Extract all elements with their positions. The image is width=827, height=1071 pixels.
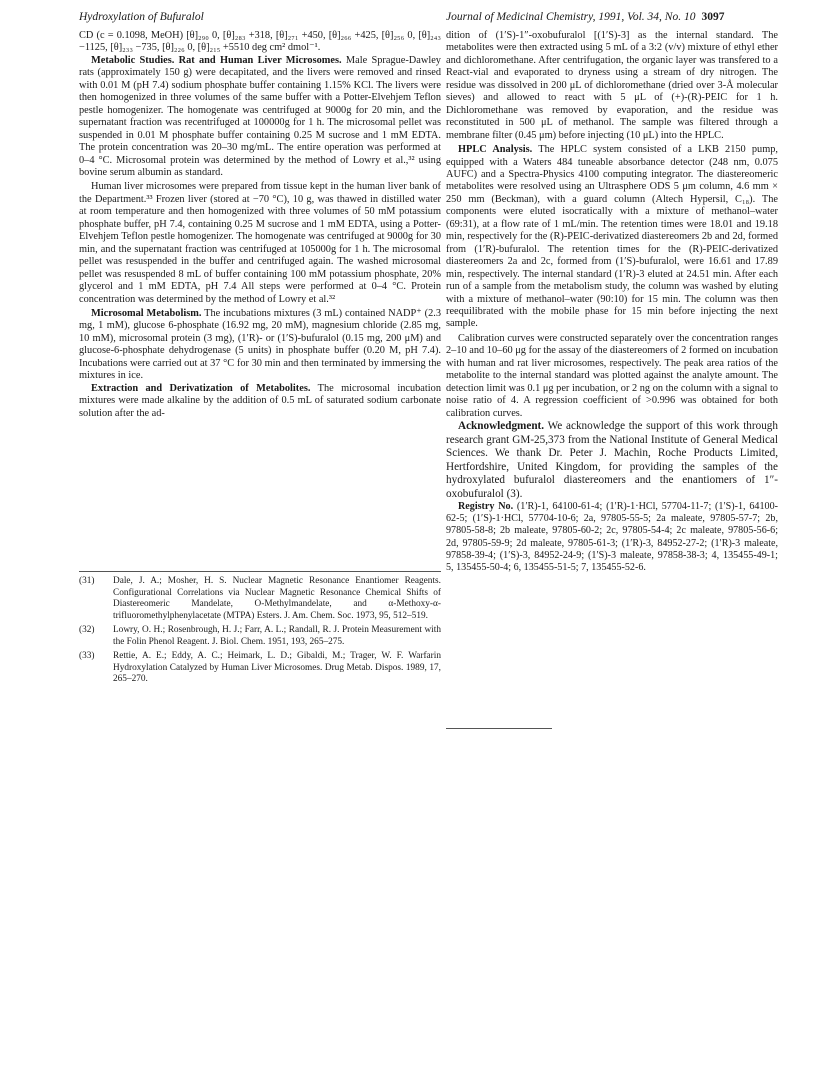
metabolic-studies-text: Male Sprague-Dawley rats (approximately 150 g) were decapitated, and the livers were removed and rinsed with 0.01 M (pH 7.4) sodium phosphate buffer containing 1.15% KCl. The livers were then homogenized in three volumes of the same buffer with a Potter-Elvehjem Teflon pestle homogenizer. The homogenate was centrifuged at 9000g for 20 min, and the supernatant fraction was recentrifuged at 100000g for 1 h. The microsomal pellet was suspended in 0.01 M phosphate buffer containing 0.25 M sucrose and 1 mM EDTA. The protein concentration was 20–30 mg/mL. The entire operation was performed at 0–4 °C. Microsomal protein was determined by the method of Lowry et al.,³² using bovine serum albumin as standard. bbox=[79, 54, 441, 178]
cd-data-paragraph: CD (c = 0.1098, MeOH) [θ]₂₉₀ 0, [θ]₂₈₃ +318, [θ]₂₇₁ +450, [θ]₂₆₆ +425, [θ]₂₅₆ 0, [θ]₂₄₃ −1125, [θ]₂₃₃ −735, [θ]₂₂₆ 0, [θ]₂₁₅ +5510 deg cm² dmol⁻¹. bbox=[79, 30, 441, 54]
running-head-journal bbox=[446, 10, 724, 24]
metabolic-studies-heading: Metabolic Studies. Rat and Human Liver Microsomes. bbox=[91, 54, 342, 66]
registry-heading: Registry No. bbox=[458, 501, 514, 513]
extraction-paragraph bbox=[79, 383, 441, 420]
registry-text: (1′R)-1, 64100-61-4; (1′R)-1·HCl, 57704-11-7; (1′S)-1, 64100-62-5; (1′S)-1·HCl, 57704-10-6; 2a, 97805-55-5; 2a maleate, 97805-57-7; 2b, 97805-58-8; 2b maleate, 97805-60-2; 2c, 97805-54-4; 2c maleate, 97805-56-6; 2d, 97805-59-9; 2d maleate, 97805-61-3; (1′R)-3, 84952-27-2; (1′R)-3 maleate, 97858-39-4; (1′S)-3, 84952-24-9; (1′S)-3 maleate, 97858-38-3; 4, 135455-49-1; 5, 135455-50-4; 6, 135455-51-5; 7, 135455-52-6. bbox=[446, 501, 778, 574]
reference-item bbox=[79, 651, 441, 686]
calibration-paragraph: Calibration curves were constructed separately over the concentration ranges 2–10 and 10–60 μg for the assay of the diastereomers of 2 formed on incubation with human and rat liver microsomes, respectively. The peak area ratios of the metabolite to the internal standard was plotted against the analyte amount. The detection limit was 0.1 μg per incubation, or 2 ng on the column with a signal to noise ratio of 4. A regression coefficient of >0.996 was obtained for both calibration curves. bbox=[446, 332, 778, 419]
acknowledgment-text: We acknowledge the support of this work through research grant GM-25,373 from the National Institute of General Medical Sciences. We thank Dr. Peter J. Machin, Roche Products Limited, Hertfordshire, United Kingdom, for providing the samples of the hydroxylated bufuralol diastereomers and the enantiomers of 1″-oxobufuralol (3). bbox=[446, 420, 778, 500]
hplc-analysis-text: The HPLC system consisted of a LKB 2150 pump, equipped with a Waters 484 tuneable absorbance detector (248 nm, 0.075 AUFC) and a Spectra-Physics 4100 computing integrator. The diastereomeric metabolites were resolved using an Ultrasphere ODS 5 μm column, 4.6 mm × 250 mm (Beckman), with a guard column (Altech Hypersil, C₁₈). The components were eluted isocratically with a mixture of methanol–water (69:31), at a flow rate of 1 mL/min. The retention times were 18.01 and 19.18 min, respectively for the (R)-PEIC-derivatized diastereomers 2b and 2d, formed from (1′R)-bufuralol. The retention times for the (R)-PEIC-derivatized diastereomers 2a and 2c, formed from (1′S)-bufuralol, were 16.61 and 17.89 min, respectively. The internal standard (1′R)-3 eluted at 24.51 min. After each run of a sample from the metabolism study, the column was washed by eluting with a mixture of methanol–water (90:10) for 15 min. The column was then reequilibrated with the mobile phase for 15 min before injecting the next sample. bbox=[446, 144, 779, 330]
microsomal-metabolism-text: The incubations mixtures (3 mL) contained NADP⁺ (2.3 mg, 1 mM), glucose 6-phosphate (16.92 mg, 20 mM), magnesium chloride (2.85 mg, 10 mM), microsomal protein (3 mg), (1′R)- or (1′S)-bufuralol (0.15 mg, 200 μM) and glucose-6-phosphate dehydrogenase (5 units) in phosphate buffer (0.20 M, pH 7.4). Incubations were carried out at 37 °C for 30 min and then terminated by immersing the mixtures in ice. bbox=[79, 307, 442, 382]
references-divider bbox=[79, 571, 441, 572]
page-number: 3097 bbox=[701, 11, 725, 23]
reference-number: (31) bbox=[79, 576, 95, 586]
extraction-continuation-paragraph: dition of (1′S)-1″-oxobufuralol [(1′S)-3] as the internal standard. The metabolites were then extracted using 5 mL of a 3:2 (v/v) mixture of ethyl ether and dichloromethane. After centrifugation, the organic layer was transfered to a React-vial and evaporated to dryness using a stream of dry nitrogen. The residue was dissolved in 200 μL of dichloromethane (dried over 3-Å molecular sieves) and allowed to react with 5 μL of (+)-(R)-PEIC for 1 h. Dichloromethane was removed by evaporation, and the residue was reconstituted in 500 μL of methanol. The sample was filtered through a membrane filter (0.45 μm) before injecting (10 μL) into the HPLC. bbox=[446, 30, 778, 141]
microsomal-metabolism-heading: Microsomal Metabolism. bbox=[91, 307, 202, 319]
reference-text: Rettie, A. E.; Eddy, A. C.; Heimark, L. D.; Gibaldi, M.; Trager, W. F. Warfarin Hydroxylation Catalyzed by Human Liver Microsomes. Drug Metab. Dispos. 1989, 17, 265–270. bbox=[113, 651, 441, 684]
running-head-title: Hydroxylation of Bufuralol bbox=[79, 11, 204, 23]
end-rule bbox=[446, 728, 552, 729]
metabolic-studies-paragraph bbox=[79, 55, 441, 180]
microsomal-metabolism-paragraph bbox=[79, 308, 441, 383]
right-column bbox=[446, 30, 778, 574]
reference-item bbox=[79, 576, 441, 622]
acknowledgment-heading: Acknowledgment. bbox=[458, 420, 545, 433]
references-section bbox=[79, 571, 441, 689]
extraction-heading: Extraction and Derivatization of Metabolites. bbox=[91, 382, 311, 394]
reference-text: Dale, J. A.; Mosher, H. S. Nuclear Magnetic Resonance Enantiomer Reagents. Configurational Correlations via Nuclear Magnetic Resonance Chemical Shifts of Diastereomeric Mandelate, O-Methylmandelate, and α-Methoxy-α-trifluoromethylphenylacetate (MTPA) Esters. J. Am. Chem. Soc. 1973, 95, 512–519. bbox=[113, 576, 441, 621]
reference-item bbox=[79, 625, 441, 648]
hplc-analysis-heading: HPLC Analysis. bbox=[458, 144, 533, 156]
reference-number: (33) bbox=[79, 651, 95, 661]
acknowledgment-paragraph bbox=[446, 420, 778, 501]
human-liver-paragraph: Human liver microsomes were prepared from tissue kept in the human liver bank of the Department.³³ Frozen liver (stored at −70 °C), 10 g, was thawed in distilled water at room temperature and then homogenized with three volumes of 50 mM potassium phosphate buffer, pH 7.4, containing 0.25 M sucrose and 1 mM EDTA, using a Potter-Elvehjem Teflon pestle homogenizer. The homogenate was centrifuged at 9000g for 30 min, and the supernatant fraction was centrifuged at 105000g for 1 h. The microsomal pellet was resuspended in the buffer and centrifuged again. The washed microsomal pellet was resuspended 8 mL of buffer containing 100 mM potassium phosphate, 20% glycerol and 1 mM EDTA, pH 7.4 All steps were performed at 0–4 °C. Protein concentration was determined by the method of Lowry et al.³² bbox=[79, 181, 441, 305]
journal-citation: Journal of Medicinal Chemistry, 1991, Vol. 34, No. 10 bbox=[446, 11, 696, 23]
reference-text: Lowry, O. H.; Rosenbrough, H. J.; Farr, A. L.; Randall, R. J. Protein Measurement with the Folin Phenol Reagent. J. Biol. Chem. 1951, 193, 265–275. bbox=[113, 625, 441, 647]
hplc-analysis-paragraph bbox=[446, 144, 778, 331]
registry-paragraph bbox=[446, 501, 778, 574]
left-column bbox=[79, 30, 441, 420]
extraction-text: The microsomal incubation mixtures were made alkaline by the addition of 0.5 mL of saturated sodium carbonate solution after the ad- bbox=[79, 382, 441, 419]
reference-number: (32) bbox=[79, 625, 95, 635]
